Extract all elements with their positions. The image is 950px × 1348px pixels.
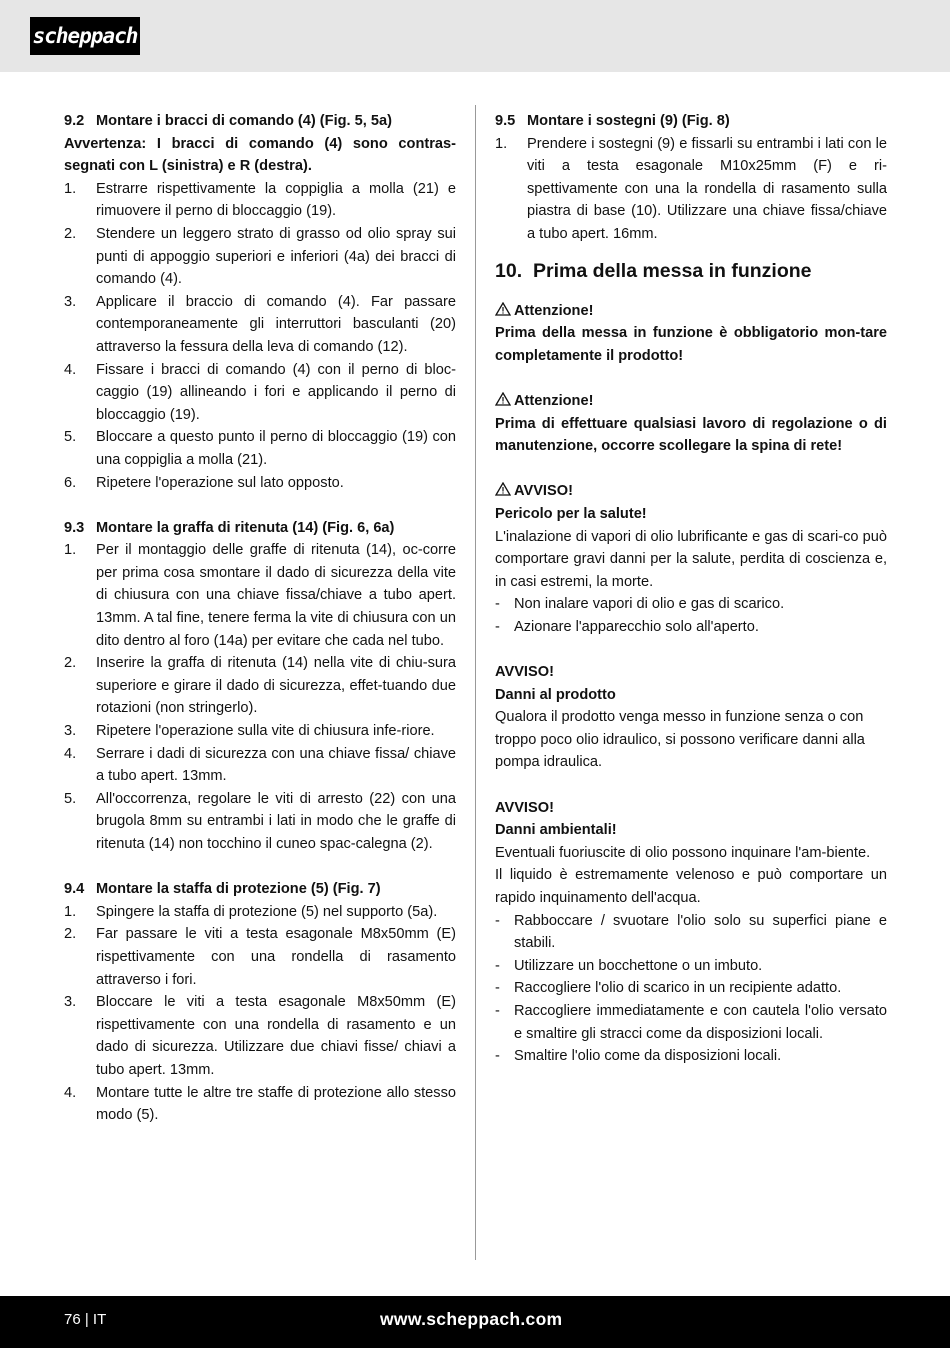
section-number: 9.4 [64,881,85,898]
item-text: Utilizzare un bocchettone o un imbuto. [514,957,763,974]
section-warning: Avvertenza: I bracci di comando (4) sono contras-segnati con L (sinistra) e R (destra). [64,135,456,175]
notice-subtitle-3: Danni ambientali! [495,822,617,839]
list-item [495,1000,887,1045]
dash-bullet: - [495,1048,500,1065]
attention-label-1: Attenzione! [495,300,887,323]
steps-list-9-3 [64,539,456,855]
list-item [64,788,456,856]
chapter-title: Prima della messa in funzione [533,259,812,282]
item-number: 5. [64,790,77,807]
item-text: Bloccare le viti a testa esagonale M8x50mm (E) rispettivamente con una rondella di rasamento e un dado di sicurezza. Utilizzare due chiavi fisse/ chiavi a tubo apert. 13mm. [96,994,456,1078]
item-number: 3. [64,723,77,740]
list-item [495,593,887,616]
section-number: 9.2 [64,113,85,129]
steps-list-9-2 [64,178,456,494]
warning-triangle-icon [495,392,511,406]
item-number: 1. [495,135,508,152]
item-text: Fissare i bracci di comando (4) con il perno di bloc-caggio (19) allineando i fori e applicando il perno di bloccaggio (19). [96,361,456,423]
notice-list-1 [495,593,887,638]
dash-bullet: - [495,912,500,929]
notice-text-1: L'inalazione di vapori di olio lubrificante e gas di scari-co può comportare gravi danni per la salute, perdita di coscienza e, in casi estremi, la morte. [495,528,887,590]
list-item [64,291,456,359]
notice-subtitle-2: Danni al prodotto [495,686,616,703]
page-header [0,0,950,72]
dash-bullet: - [495,1002,500,1019]
list-item [64,923,456,991]
notice-label-1: AVVISO! [495,480,887,503]
item-text: Ripetere l'operazione sul lato opposto. [96,474,344,491]
item-text: Far passare le viti a testa esagonale M8x50mm (E) rispettivamente con una rondella di rasamento attraverso i fori. [96,926,456,988]
section-heading-9-3 [64,517,456,540]
notice-label-2: AVVISO! [495,664,554,681]
page-footer [0,1296,950,1348]
item-number: 2. [64,926,77,943]
item-text: Serrare i dadi di sicurezza con una chiave fissa/ chiave a tubo apert. 13mm. [96,745,456,785]
notice-text-3a: Eventuali fuoriuscite di olio possono inquinare l'am-biente. [495,844,871,861]
right-column [495,110,887,1068]
item-number: 6. [64,474,77,491]
list-item [64,991,456,1081]
attention-text-2: Prima di effettuare qualsiasi lavoro di regolazione o di manutenzione, occorre scollegare la spina di rete! [495,415,887,455]
warning-triangle-icon [495,482,511,496]
item-number: 1. [64,903,77,920]
dash-bullet: - [495,596,500,613]
item-text: Estrarre rispettivamente la coppiglia a molla (21) e rimuovere il perno di bloccaggio (19). [96,180,456,220]
item-text: Azionare l'apparecchio solo all'aperto. [514,618,759,635]
section-title: Montare la graffa di ritenuta (14) (Fig. 6, 6a) [96,519,395,536]
item-text: Ripetere l'operazione sulla vite di chiusura infe-riore. [96,723,435,740]
item-number: 1. [64,542,77,559]
item-text: All'occorrenza, regolare le viti di arresto (22) con una brugola 8mm su entrambi i lati in modo che le graffe di ritenuta (14) non tocchino il cuneo spac-calegna (2). [96,790,456,852]
section-heading-9-2 [64,110,456,133]
chapter-number: 10. [495,259,523,282]
dash-bullet: - [495,957,500,974]
list-item [495,977,887,1000]
list-item [64,426,456,471]
dash-bullet: - [495,618,500,635]
item-text: Per il montaggio delle graffe di ritenuta (14), oc-corre per prima cosa smontare il dado di sicurezza della vite di chiusura con una chiave fissa/chiave a tubo apert. 13mm. A tal fine, tenere ferma la vite di chiusura con un dito dentro al foro (14a) per evitare che cada nel tubo. [96,542,456,649]
item-number: 3. [64,994,77,1011]
list-item [64,472,456,495]
column-divider [475,105,476,1260]
list-item [64,223,456,291]
steps-list-9-5 [495,133,887,246]
dash-bullet: - [495,980,500,997]
list-item [64,539,456,652]
list-item [64,652,456,720]
list-item [64,178,456,223]
website-link[interactable]: www.scheppach.com [380,1309,563,1329]
item-number: 4. [64,745,77,762]
list-item [64,743,456,788]
scheppach-logo: scheppach [30,17,140,55]
item-number: 5. [64,429,77,446]
item-text: Spingere la staffa di protezione (5) nel supporto (5a). [96,903,438,920]
item-text: Non inalare vapori di olio e gas di scarico. [514,596,785,613]
section-heading-9-4 [64,878,456,901]
list-item [64,1082,456,1127]
item-number: 2. [64,655,77,672]
item-text: Stendere un leggero strato di grasso od olio spray sui punti di appoggio superiori e inferiori (4a) dei bracci di comando (4). [96,225,456,288]
notice-label-3: AVVISO! [495,799,554,816]
item-number: 1. [64,180,77,197]
section-heading-9-5 [495,110,887,133]
list-item [495,910,887,955]
list-item [64,720,456,743]
item-text: Bloccare a questo punto il perno di bloccaggio (19) con una coppiglia a molla (21). [96,429,456,468]
item-text: Prendere i sostegni (9) e fissarli su entrambi i lati con le viti a testa esagonale M10x25mm (F) e ri-spettivamente con una la rondella di rasamento sulla piastra di base (10). Utilizzare una chiave fissa/chiave a tubo apert. 16mm. [527,135,887,242]
notice-text-2: Qualora il prodotto venga messo in funzione senza o con troppo poco olio idraulico, si possono verificare danni alla pompa idraulica. [495,709,865,771]
list-item [495,133,887,246]
section-title: Montare la staffa di protezione (5) (Fig. 7) [96,881,381,898]
steps-list-9-4 [64,901,456,1127]
notice-text-3b: Il liquido è estremamente velenoso e può comportare un rapido inquinamento dell'acqua. [495,867,887,906]
attention-text-1: Prima della messa in funzione è obbligatorio mon-tare completamente il prodotto! [495,325,887,364]
item-text: Raccogliere immediatamente e con cautela l'olio versato e smaltire gli stracci come da disposizioni locali. [514,1002,887,1042]
attention-label-2: Attenzione! [495,390,887,413]
notice-subtitle-1: Pericolo per la salute! [495,505,647,522]
list-item [64,901,456,924]
item-text: Inserire la graffa di ritenuta (14) nella vite di chiu-sura superiore e girare il dado di sicurezza, effet-tuando due rotazioni (non stringerlo). [96,655,456,717]
item-number: 3. [64,293,77,310]
item-text: Raccogliere l'olio di scarico in un recipiente adatto. [514,980,842,997]
section-number: 9.3 [64,519,85,536]
chapter-heading-10 [495,258,887,284]
item-text: Applicare il braccio di comando (4). Far passare contemporaneamente gli interruttori basculanti (20) attraverso la fessura della leva di comando (12). [96,293,456,355]
list-item [495,955,887,978]
item-text: Rabboccare / svuotare l'olio solo su superfici piane e stabili. [514,912,887,952]
notice-list-3 [495,910,887,1068]
left-column [64,110,456,1127]
warning-triangle-icon [495,302,511,316]
list-item [495,616,887,639]
section-title: Montare i bracci di comando (4) (Fig. 5, 5a) [96,113,392,129]
item-text: Montare tutte le altre tre staffe di protezione allo stesso modo (5). [96,1084,456,1124]
item-number: 4. [64,1084,77,1101]
item-text: Smaltire l'olio come da disposizioni locali. [514,1048,782,1065]
section-number: 9.5 [495,113,516,129]
section-title: Montare i sostegni (9) (Fig. 8) [527,113,730,129]
list-item [495,1045,887,1068]
page-number: 76 | IT [64,1311,107,1328]
item-number: 4. [64,361,77,378]
item-number: 2. [64,225,77,242]
list-item [64,359,456,427]
